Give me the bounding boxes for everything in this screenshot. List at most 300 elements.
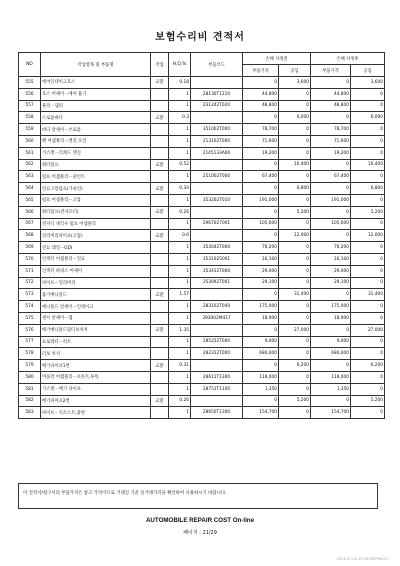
cell-code: 231242T020: [191, 100, 243, 112]
cell-no: 576: [19, 324, 41, 336]
cell-code: [191, 360, 243, 372]
estimate-table: [18, 52, 385, 419]
header-hq: H,Q,%: [169, 53, 191, 77]
cell-l2: 0: [351, 265, 385, 277]
cell-no: 578: [19, 348, 41, 360]
cell-l2: 0: [351, 147, 385, 159]
cell-l2: 10,400: [351, 159, 385, 171]
cell-no: 574: [19, 301, 41, 313]
cell-no: 558: [19, 112, 41, 124]
cell-work: [151, 253, 169, 265]
cell-work: [151, 124, 169, 136]
table-row: [19, 324, 385, 336]
cell-p2: 78,700: [311, 124, 351, 136]
table-row: [19, 230, 385, 242]
cell-work: [151, 147, 169, 159]
cell-no: 565: [19, 194, 41, 206]
cell-code: [191, 77, 243, 89]
cell-l1: 12,000: [279, 230, 311, 242]
cell-p2: 0: [311, 206, 351, 218]
cell-hq: 0.26: [169, 395, 191, 407]
cell-no: 563: [19, 171, 41, 183]
cell-l2: 0: [351, 124, 385, 136]
table-row: [19, 159, 385, 171]
cell-p1: 684,000: [243, 348, 279, 360]
table-row: [19, 289, 385, 301]
print-stamp: 2024-07-24 15:34:58 PYS017: [336, 557, 388, 561]
cell-l1: 0: [279, 218, 311, 230]
cell-p2: 29,000: [311, 265, 351, 277]
cell-hq: 1: [169, 383, 191, 395]
cell-p1: 105,600: [243, 218, 279, 230]
table-row: [19, 135, 385, 147]
cell-name: 펌프 어셈블리－고압: [41, 194, 151, 206]
cell-l1: 0: [279, 265, 311, 277]
cell-l1: 0: [279, 336, 311, 348]
cell-name: 매니폴드 앗세이－인테이크: [41, 301, 151, 313]
cell-p2: 175,000: [311, 301, 351, 313]
cell-code: 353202T010: [191, 194, 243, 206]
table-row: [19, 265, 385, 277]
cell-l2: 6,200: [351, 360, 385, 372]
table-row: [19, 194, 385, 206]
cell-l1: 31,400: [279, 289, 311, 301]
cell-no: 555: [19, 77, 41, 89]
cell-l1: 6,200: [279, 360, 311, 372]
cell-hq: 0.18: [169, 77, 191, 89]
cell-work: [151, 348, 169, 360]
cell-work: [151, 135, 169, 147]
cell-work: 교환: [151, 159, 169, 171]
cell-name: 전자식 냉각수 펌프 어셈블리: [41, 218, 151, 230]
cell-l1: 10,400: [279, 159, 311, 171]
cell-no: 557: [19, 100, 41, 112]
cell-p2: 105,600: [311, 218, 351, 230]
cell-hq: 1: [169, 194, 191, 206]
cell-l2: 0: [351, 371, 385, 383]
cell-p1: 48,800: [243, 100, 279, 112]
cell-l1: 5,200: [279, 395, 311, 407]
cell-code: 353092T001: [191, 277, 243, 289]
cell-no: 582: [19, 395, 41, 407]
cell-hq: 1: [169, 371, 191, 383]
cell-p2: 29,100: [311, 277, 351, 289]
cell-hq: 0.6: [169, 230, 191, 242]
cell-l2: 0: [351, 135, 385, 147]
cell-l2: 0: [351, 336, 385, 348]
cell-l2: 5,200: [351, 206, 385, 218]
cell-hq: 1.35: [169, 324, 191, 336]
cell-p2: 191,000: [311, 194, 351, 206]
cell-p1: 78,700: [243, 124, 279, 136]
header-work: 작업: [151, 53, 169, 77]
cell-no: 556: [19, 88, 41, 100]
cell-code: [191, 159, 243, 171]
cell-no: 573: [19, 289, 41, 301]
cell-code: 351002T000: [191, 124, 243, 136]
table-row: [19, 147, 385, 159]
table-row: [19, 348, 385, 360]
cell-work: [151, 194, 169, 206]
cell-name: 파이프－딜리버리: [41, 277, 151, 289]
cell-name: 연료 레일－GDI: [41, 242, 151, 254]
header-before: 손해 사정전: [243, 53, 311, 65]
cell-work: 교환: [151, 230, 169, 242]
cell-p1: 29,000: [243, 265, 279, 277]
cell-name: 인젝터 하네스 어세이: [41, 265, 151, 277]
cell-hq: 1: [169, 407, 191, 419]
cell-p2: 44,800: [311, 88, 351, 100]
cell-name: 워터펌프(전자모터): [41, 206, 151, 218]
cell-no: 560: [19, 135, 41, 147]
cell-work: [151, 100, 169, 112]
cell-p2: 19,200: [311, 147, 351, 159]
cell-name: 프로텍터－히트: [41, 336, 151, 348]
cell-hq: 1: [169, 336, 191, 348]
table-row: [19, 218, 385, 230]
table-row: [19, 301, 385, 313]
cell-no: 561: [19, 147, 41, 159]
cell-code: [191, 289, 243, 301]
table-row: [19, 242, 385, 254]
cell-name: 가스켓－리케드 엔진: [41, 147, 151, 159]
cell-name: 바디 앗세이－쓰로틀: [41, 124, 151, 136]
cell-name: 배기매니폴드및터보차저: [41, 324, 151, 336]
cell-work: [151, 301, 169, 313]
cell-p2: 1,350: [311, 383, 351, 395]
cell-p1: 19,200: [243, 147, 279, 159]
cell-p2: 0: [311, 395, 351, 407]
cell-l1: 3,600: [279, 77, 311, 89]
cell-no: 559: [19, 124, 41, 136]
cell-p2: 76,200: [311, 242, 351, 254]
cell-p1: 0: [243, 324, 279, 336]
cell-l2: 0: [351, 383, 385, 395]
table-row: [19, 77, 385, 89]
cell-l1: 0: [279, 277, 311, 289]
cell-p1: 191,000: [243, 194, 279, 206]
cell-code: 285252T000: [191, 336, 243, 348]
cell-l1: 0: [279, 301, 311, 313]
cell-work: [151, 265, 169, 277]
cell-p1: 76,200: [243, 242, 279, 254]
cell-work: [151, 312, 169, 324]
cell-l2: 0: [351, 242, 385, 254]
cell-l1: 6,000: [279, 112, 311, 124]
header-labor-before: 공임: [279, 65, 311, 77]
cell-l2: 0: [351, 312, 385, 324]
cell-l2: 6,000: [351, 112, 385, 124]
cell-l2: 0: [351, 218, 385, 230]
cell-name: 파이프－익조스트,중앙: [41, 407, 151, 419]
cell-code: 28130T1210: [191, 88, 243, 100]
cell-l2: 31,400: [351, 289, 385, 301]
cell-hq: 1: [169, 100, 191, 112]
cell-p2: 154,700: [311, 407, 351, 419]
cell-no: 562: [19, 159, 41, 171]
cell-l2: 0: [351, 407, 385, 419]
cell-l1: 0: [279, 135, 311, 147]
cell-hq: 0.31: [169, 360, 191, 372]
cell-code: 282312T000: [191, 348, 243, 360]
table-row: [19, 100, 385, 112]
cell-p2: 0: [311, 159, 351, 171]
cell-work: [151, 383, 169, 395]
table-row: [19, 183, 385, 195]
cell-p1: 175,000: [243, 301, 279, 313]
cell-no: 580: [19, 371, 41, 383]
cell-l1: 0: [279, 348, 311, 360]
cell-name: 에어인테이크호스: [41, 77, 151, 89]
cell-work: 교환: [151, 395, 169, 407]
cell-l1: 0: [279, 124, 311, 136]
cell-l1: 0: [279, 100, 311, 112]
cell-p2: 0: [311, 230, 351, 242]
cell-hq: 0.26: [169, 206, 191, 218]
cell-hq: 0.52: [169, 159, 191, 171]
cell-work: 교환: [151, 112, 169, 124]
cell-code: 28611T1300: [191, 371, 243, 383]
disclaimer-note: 이 견적서/청구서의 부품가격은 참고 가격이므로 거래일 기준 실거래가격을 확인하여 사용하시기 바랍니다.: [18, 483, 378, 509]
cell-code: 353042T000: [191, 242, 243, 254]
cell-p2: 0: [311, 289, 351, 301]
cell-l2: 3,600: [351, 77, 385, 89]
cell-l2: 0: [351, 301, 385, 313]
table-row: [19, 124, 385, 136]
cell-p2: 9,000: [311, 336, 351, 348]
cell-name: 흡기매니폴드: [41, 289, 151, 301]
cell-p1: 18,900: [243, 312, 279, 324]
cell-code: [191, 324, 243, 336]
cell-work: [151, 171, 169, 183]
cell-p2: 16,100: [311, 253, 351, 265]
cell-l2: 0: [351, 348, 385, 360]
cell-p2: 684,000: [311, 348, 351, 360]
cell-hq: 1: [169, 218, 191, 230]
cell-p1: 67,400: [243, 171, 279, 183]
cell-code: [191, 395, 243, 407]
cell-p1: 16,100: [243, 253, 279, 265]
cell-l2: 0: [351, 100, 385, 112]
page-title: 보험수리비 견적서: [155, 32, 245, 43]
cell-l2: 0: [351, 253, 385, 265]
cell-l1: 0: [279, 88, 311, 100]
cell-work: [151, 336, 169, 348]
cell-code: [191, 183, 243, 195]
cell-hq: 0.3: [169, 112, 191, 124]
cell-l2: 6,800: [351, 183, 385, 195]
cell-code: 28650T1300: [191, 407, 243, 419]
cell-hq: 1: [169, 171, 191, 183]
cell-code: 251002T000: [191, 171, 243, 183]
cell-p1: 154,700: [243, 407, 279, 419]
cell-p1: 44,800: [243, 88, 279, 100]
cell-no: 572: [19, 277, 41, 289]
cell-code: 2967027001: [191, 218, 243, 230]
cell-hq: 1: [169, 135, 191, 147]
cell-p1: 29,100: [243, 277, 279, 289]
cell-no: 571: [19, 265, 41, 277]
cell-no: 568: [19, 230, 41, 242]
cell-work: 교환: [151, 206, 169, 218]
cell-l1: 0: [279, 253, 311, 265]
cell-p1: 0: [243, 77, 279, 89]
table-row: [19, 277, 385, 289]
cell-l1: 0: [279, 171, 311, 183]
cell-l1: 0: [279, 371, 311, 383]
cell-work: [151, 407, 169, 419]
cell-p1: 0: [243, 289, 279, 301]
cell-p2: 0: [311, 112, 351, 124]
cell-work: 교환: [151, 360, 169, 372]
header-item: 작업항목 및 부품명: [41, 53, 151, 77]
cell-hq: 0.34: [169, 183, 191, 195]
table-row: [19, 360, 385, 372]
cell-no: 569: [19, 242, 41, 254]
cell-name: 스로틀바디: [41, 112, 151, 124]
cell-p2: 118,000: [311, 371, 351, 383]
cell-name: 딜리버리파이프(고압): [41, 230, 151, 242]
cell-l1: 6,800: [279, 183, 311, 195]
cell-l1: 0: [279, 383, 311, 395]
header-labor-after: 공임: [351, 65, 385, 77]
cell-no: 577: [19, 336, 41, 348]
cell-hq: 1: [169, 277, 191, 289]
table-body: [19, 77, 385, 419]
cell-p1: 0: [243, 159, 279, 171]
cell-name: 팬 어셈블리－엔진 오일: [41, 135, 151, 147]
cell-p1: 0: [243, 183, 279, 195]
cell-l1: 5,200: [279, 206, 311, 218]
cell-no: 567: [19, 218, 41, 230]
cell-hq: 1: [169, 348, 191, 360]
cell-hq: 1: [169, 88, 191, 100]
cell-no: 566: [19, 206, 41, 218]
cell-code: 393002M417: [191, 312, 243, 324]
header-after: 손해 사정후: [311, 53, 385, 65]
table-row: [19, 383, 385, 395]
cell-name: 가스켓－배기 파이프: [41, 383, 151, 395]
cell-p1: 71,600: [243, 135, 279, 147]
cell-name: 배기파이프2번: [41, 395, 151, 407]
cell-name: 배기파이프1번: [41, 360, 151, 372]
cell-l2: 0: [351, 88, 385, 100]
cell-code: 283102T000: [191, 301, 243, 313]
cell-p2: 71,600: [311, 135, 351, 147]
cell-p2: 0: [311, 77, 351, 89]
cell-code: [191, 206, 243, 218]
cell-l1: 27,000: [279, 324, 311, 336]
cell-p1: 1,350: [243, 383, 279, 395]
cell-l2: 12,000: [351, 230, 385, 242]
cell-work: [151, 242, 169, 254]
cell-l2: 27,000: [351, 324, 385, 336]
cell-code: 2145133A00: [191, 147, 243, 159]
cell-code: 3531025001: [191, 253, 243, 265]
cell-work: [151, 88, 169, 100]
cell-l1: 0: [279, 407, 311, 419]
cell-name: 워터펌프: [41, 159, 151, 171]
cell-work: [151, 371, 169, 383]
cell-l2: 0: [351, 194, 385, 206]
cell-p1: 0: [243, 360, 279, 372]
cell-code: [191, 112, 243, 124]
table-row: [19, 171, 385, 183]
cell-hq: 1: [169, 147, 191, 159]
cell-p1: 0: [243, 395, 279, 407]
cell-l1: 0: [279, 242, 311, 254]
cell-name: 풀리－댐퍼: [41, 100, 151, 112]
cell-p1: 0: [243, 112, 279, 124]
cell-name: 터보 차저: [41, 348, 151, 360]
cell-p2: 0: [311, 183, 351, 195]
table-row: [19, 206, 385, 218]
header-no: NO: [19, 53, 41, 77]
cell-p2: 18,900: [311, 312, 351, 324]
table-row: [19, 407, 385, 419]
header-parts-price-after: 부품가격: [311, 65, 351, 77]
cell-l1: 0: [279, 147, 311, 159]
footer-title: AUTOMOBILE REPAIR COST On-line: [145, 517, 255, 524]
cell-hq: 1: [169, 242, 191, 254]
cell-l1: 0: [279, 312, 311, 324]
cell-hq: 1: [169, 253, 191, 265]
cell-name: 펌프 어셈블리－쿨런트: [41, 171, 151, 183]
cell-no: 575: [19, 312, 41, 324]
cell-p2: 67,400: [311, 171, 351, 183]
cell-work: 교환: [151, 289, 169, 301]
cell-hq: 1: [169, 124, 191, 136]
cell-work: 교환: [151, 77, 169, 89]
table-row: [19, 395, 385, 407]
cell-work: 교환: [151, 324, 169, 336]
cell-no: 570: [19, 253, 41, 265]
cell-p2: 48,800: [311, 100, 351, 112]
cell-name: 호스 어세이－에어 흡기: [41, 88, 151, 100]
table-row: [19, 88, 385, 100]
cell-work: [151, 277, 169, 289]
cell-hq: 1.57: [169, 289, 191, 301]
page-number: 페이지 : 21/29: [183, 530, 217, 536]
cell-code: 213102T000: [191, 135, 243, 147]
header-parts-price-before: 부품가격: [243, 65, 279, 77]
cell-no: 564: [19, 183, 41, 195]
cell-no: 583: [19, 407, 41, 419]
cell-p2: 0: [311, 324, 351, 336]
cell-p1: 0: [243, 206, 279, 218]
table-row: [19, 253, 385, 265]
cell-l2: 0: [351, 277, 385, 289]
cell-hq: 1: [169, 265, 191, 277]
cell-work: [151, 218, 169, 230]
cell-code: 353412T000: [191, 265, 243, 277]
table-row: [19, 112, 385, 124]
cell-l2: 0: [351, 171, 385, 183]
cell-p1: 0: [243, 230, 279, 242]
cell-name: 센서 앗세이－맵: [41, 312, 151, 324]
cell-hq: 1: [169, 301, 191, 313]
cell-no: 581: [19, 383, 41, 395]
cell-code: [191, 230, 243, 242]
table-row: [19, 371, 385, 383]
cell-p1: 118,000: [243, 371, 279, 383]
table-row: [19, 336, 385, 348]
cell-l2: 5,200: [351, 395, 385, 407]
cell-name: 인젝터 어셈블리－연료: [41, 253, 151, 265]
cell-p1: 9,000: [243, 336, 279, 348]
header-code: 부품코드: [191, 53, 243, 77]
cell-hq: 1: [169, 312, 191, 324]
